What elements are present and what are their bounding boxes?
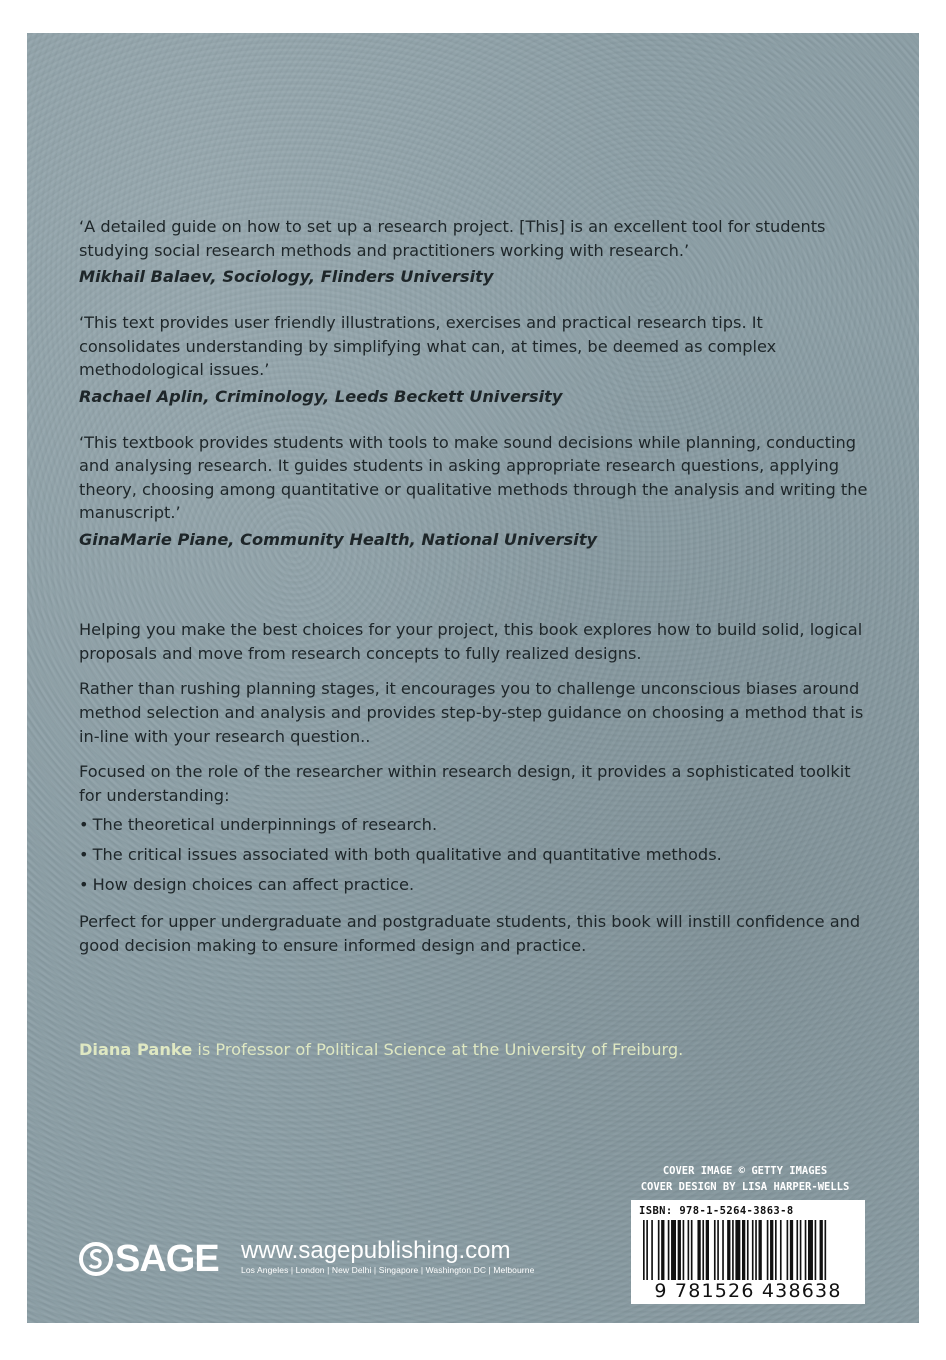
barcode-bar [688,1220,690,1280]
endorsement-text: ‘A detailed guide on how to set up a research project. [This] is an excellent tool for students studying social research methods and practitioners working with research.’ [79,217,826,260]
barcode-bar [722,1220,724,1280]
cover-design-credit: COVER DESIGN BY LISA HARPER-WELLS [640,1181,850,1193]
barcode-bar [643,1220,645,1280]
barcode-bar [815,1220,817,1280]
bullet-item [79,810,869,840]
barcode-bar [683,1220,685,1280]
cover-credits [625,1163,865,1195]
barcode-bar [770,1220,773,1280]
barcode-bar [646,1220,648,1280]
endorsement-text: ‘This text provides user friendly illustrations, exercises and practical research tips. It consolidates understanding by simplifying what can, at times, be deemed as complex methodological issues.’ [79,313,777,379]
barcode-bar [727,1220,730,1280]
barcode-bar [796,1220,798,1280]
back-cover [27,33,919,1323]
book-description [79,618,869,969]
barcode-bar [717,1220,719,1280]
barcode-bar [805,1220,807,1280]
author-bio [79,1038,869,1062]
publisher-website[interactable]: www.sagepublishing.com [241,1237,511,1264]
isbn-label: ISBN: 978-1-5264-3863-8 [639,1205,794,1217]
barcode-bar [825,1220,827,1280]
bullet-list [79,810,869,900]
barcode-bar [820,1220,823,1280]
barcode-bar [735,1220,740,1280]
endorsement-attribution: Rachael Aplin, Criminology, Leeds Beckett University [79,386,563,406]
barcode-bar [752,1220,754,1280]
bullet-icon: • [79,875,89,894]
barcode-bar [697,1220,700,1280]
author-name: Diana Panke [79,1040,193,1059]
barcode-bar [800,1220,802,1280]
bullet-item [79,870,869,900]
barcode-bar [732,1220,734,1280]
barcode-bar [671,1220,676,1280]
cover-image-credit: COVER IMAGE © GETTY IMAGES [662,1165,828,1177]
barcode-bar [775,1220,777,1280]
barcode-bar [691,1220,693,1280]
sage-logo [79,1236,219,1282]
endorsement [79,311,869,409]
description-paragraph: Perfect for upper undergraduate and postgraduate students, this book will instill confidence and good decision making to ensure informed design and practice. [79,912,861,955]
bullet-item [79,840,869,870]
barcode-bars [639,1220,857,1282]
barcode-bar [787,1220,789,1280]
description-paragraph: Focused on the role of the researcher within research design, it provides a sophisticated toolkit for understanding: [79,762,851,805]
publisher-cities: Los Angeles | London | New Delhi | Singapore | Washington DC | Melbourne [241,1265,535,1275]
barcode-bar [706,1220,709,1280]
barcode-bar [651,1220,653,1280]
barcode-bar [668,1220,670,1280]
endorsement-text: ‘This textbook provides students with tools to make sound decisions while planning, conducting and analysing research. It guides students in asking appropriate research questions, applying theory, choosing among quantitative or qualitative methods through the analysis and writing the manuscript.’ [79,432,868,522]
bullet-text: The theoretical underpinnings of research. [92,815,438,834]
bullet-icon: • [79,815,89,834]
barcode-bar [808,1220,813,1280]
isbn-barcode [631,1200,865,1304]
bullet-icon: • [79,845,89,864]
endorsement [79,431,869,552]
barcode-bar [702,1220,704,1280]
barcode-bar [780,1220,782,1280]
barcode-bar [742,1220,745,1280]
bullet-text: The critical issues associated with both qualitative and quantitative methods. [92,845,722,864]
barcode-bar [661,1220,664,1280]
barcode-bar [767,1220,769,1280]
barcode-bar [678,1220,681,1280]
barcode-bar [755,1220,757,1280]
description-paragraph: Helping you make the best choices for your project, this book explores how to build solid, logical proposals and move from research concepts to fully realized designs. [79,620,863,663]
endorsements [79,215,869,574]
description-paragraph: Rather than rushing planning stages, it encourages you to challenge unconscious biases around method selection and analysis and provides step-by-step guidance on choosing a method that is in-line with your research question.. [79,679,864,746]
barcode-bar [759,1220,762,1280]
barcode-bar [714,1220,716,1280]
endorsement-attribution: GinaMarie Piane, Community Health, National University [79,529,598,549]
barcode-bar [747,1220,749,1280]
barcode-bar [658,1220,660,1280]
barcode-digits: 9 781526 438638 [654,1280,842,1302]
author-bio-text: is Professor of Political Science at the University of Freiburg. [192,1040,684,1059]
sage-logo-icon [79,1242,113,1276]
bullet-text: How design choices can affect practice. [92,875,415,894]
endorsement-attribution: Mikhail Balaev, Sociology, Flinders University [79,267,494,286]
barcode-bar [790,1220,793,1280]
sage-wordmark: SAGE [115,1238,219,1280]
endorsement [79,215,869,289]
